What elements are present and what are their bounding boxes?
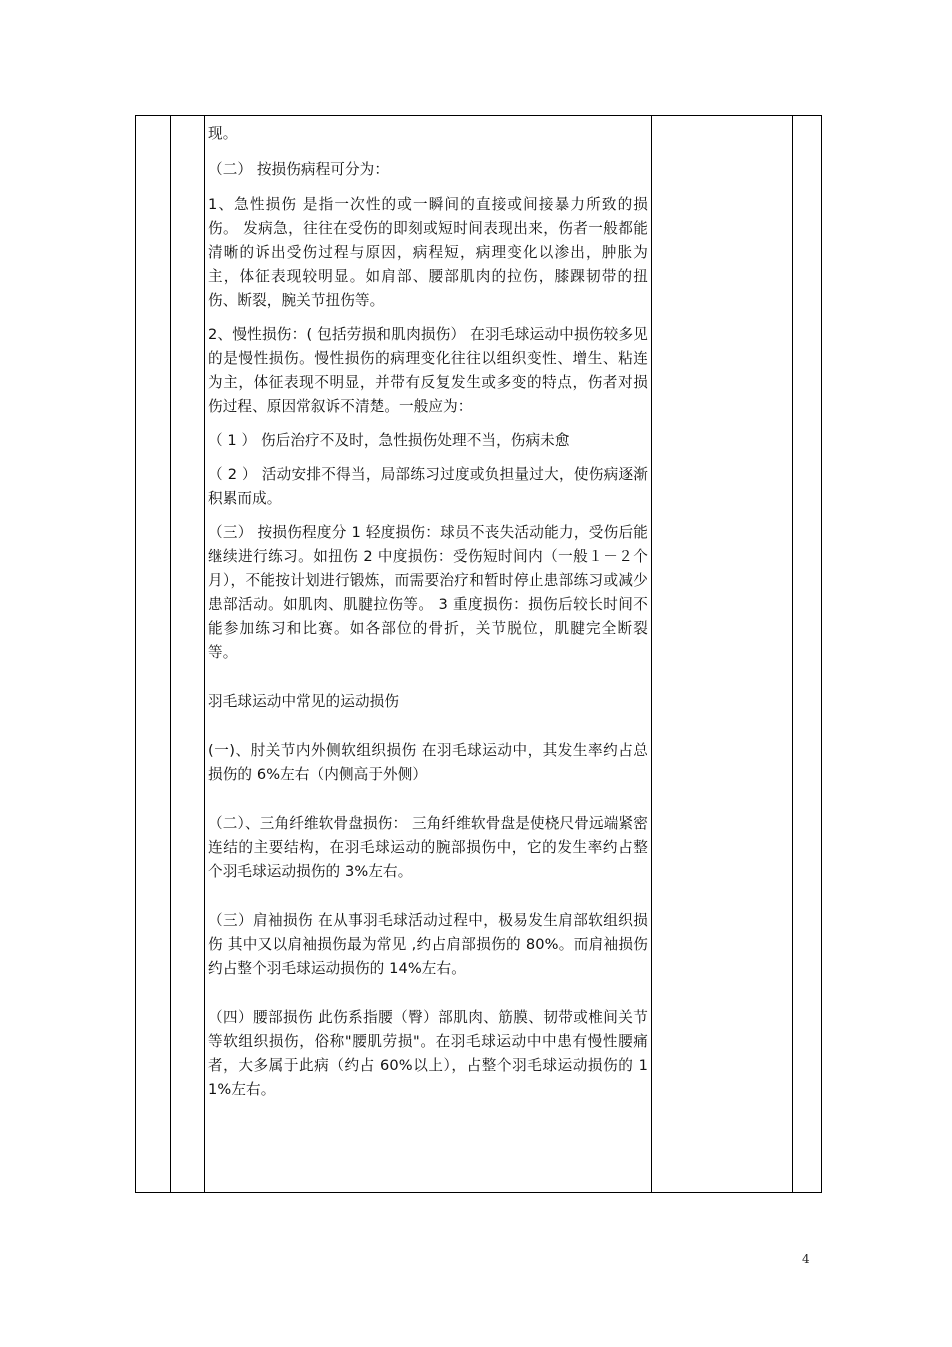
document-table <box>135 115 822 1193</box>
paragraph-rotator-cuff-injury: （三）肩袖损伤 在从事羽毛球活动过程中，极易发生肩部软组织损伤 其中又以肩袖损伤最为常见 ,约占肩部损伤的 80%。而肩袖损伤约占整个羽毛球运动损伤的 14%左右。 <box>208 912 648 977</box>
section-heading-common-injuries: 羽毛球运动中常见的运动损伤 <box>208 693 400 710</box>
list-item-cause-1: （ 1 ） 伤后治疗不及时，急性损伤处理不当，伤病未愈 <box>208 432 570 449</box>
paragraph-acute-injury: 1、急性损伤 是指一次性的或一瞬间的直接或间接暴力所致的损伤。 发病急，往往在受伤的即刻或短时间表现出来，伤者一般都能清晰的诉出受伤过程与原因，病程短，病理变化以渗出，肿胀为主，体征表现较明显。如肩部、腰部肌肉的拉伤，膝踝韧带的扭伤、断裂，腕关节扭伤等。 <box>208 196 648 309</box>
page-number: 4 <box>802 1252 810 1266</box>
section-heading-course: （二） 按损伤病程可分为： <box>208 161 390 178</box>
content-cell <box>208 116 648 1102</box>
paragraph-severity: （三） 按损伤程度分 1 轻度损伤：球员不丧失活动能力，受伤后能继续进行练习。如扭伤 2 中度损伤：受伤短时间内（一般１－２个月），不能按计划进行锻炼，而需要治疗和暂时停止患部练习或减少患部活动。如肌肉、肌腱拉伤等。 3 重度损伤：损伤后较长时间不能参加练习和比赛。如各部位的骨折，关节脱位，肌腱完全断裂等。 <box>208 524 648 661</box>
paragraph-tfcc-injury: （二）、三角纤维软骨盘损伤： 三角纤维软骨盘是使桡尺骨远端紧密连结的主要结构，在羽毛球运动的腕部损伤中，它的发生率约占整个羽毛球运动损伤的 3%左右。 <box>208 815 648 880</box>
table-column-divider <box>792 116 793 1192</box>
table-column-divider <box>204 116 205 1192</box>
list-item-cause-2: （ 2 ） 活动安排不得当，局部练习过度或负担量过大，使伤病逐渐积累而成。 <box>208 466 648 507</box>
paragraph-lumbar-injury: （四）腰部损伤 此伤系指腰（臀）部肌肉、筋膜、韧带或椎间关节等软组织损伤，俗称"腰肌劳损"。在羽毛球运动中中患有慢性腰痛者，大多属于此病（约占 60%以上），占整个羽毛球运动损伤的 11%左右。 <box>208 1009 648 1098</box>
paragraph-elbow-injury: (一)、肘关节内外侧软组织损伤 在羽毛球运动中，其发生率约占总损伤的 6%左右（内侧高于外侧） <box>208 742 648 783</box>
paragraph-chronic-injury: 2、慢性损伤：( 包括劳损和肌肉损伤） 在羽毛球运动中损伤较多见的是慢性损伤。慢性损伤的病理变化往往以组织变性、增生、粘连为主，体征表现不明显，并带有反复发生或多变的特点，伤者对损伤过程、原因常叙诉不清楚。一般应为： <box>208 326 648 415</box>
table-column-divider <box>651 116 652 1192</box>
paragraph-continuation: 现。 <box>208 125 238 142</box>
table-column-divider <box>170 116 171 1192</box>
